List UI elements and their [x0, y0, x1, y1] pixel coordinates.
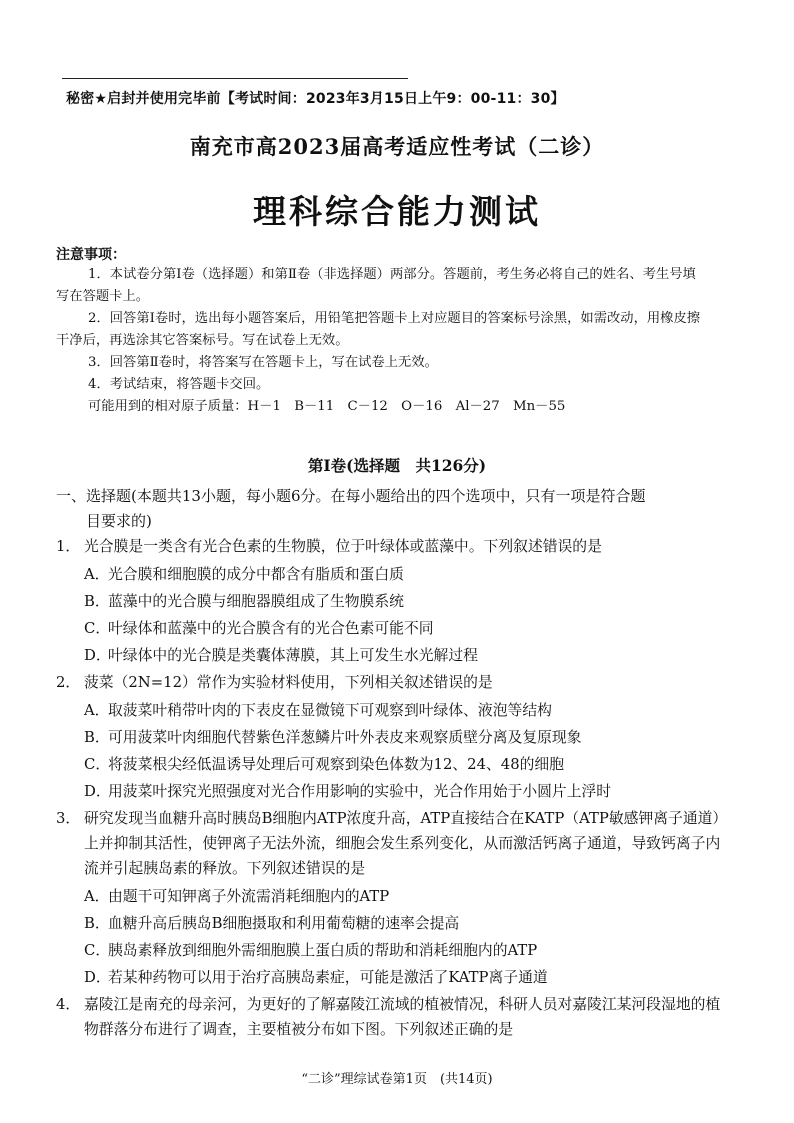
option	[56, 616, 724, 641]
question-stem	[56, 806, 724, 881]
option-text: 血糖升高后胰岛B细胞摄取和利用葡萄糖的速率会提高	[108, 915, 460, 932]
notice-item: 3．回答第Ⅱ卷时，将答案写在答题卡上，写在试卷上无效。	[88, 355, 438, 370]
part-heading	[56, 484, 716, 534]
option-text: 蓝藻中的光合膜与细胞器膜组成了生物膜系统	[108, 593, 404, 610]
question-text: 研究发现当血糖升高时胰岛B细胞内ATP浓度升高，ATP直接结合在KATP（ATP敏感钾离子通道）上并抑制其活性，使钾离子无法外流，细胞会发生系列变化，从而激活钙离子通道，导致钙离子内流并引起胰岛素的释放。下列叙述错误的是	[84, 810, 721, 877]
option-letter: D．	[84, 969, 111, 986]
subject-title: 理科综合能力测试	[253, 192, 541, 231]
question-number: 3．	[56, 810, 81, 827]
part-heading-line: 一、选择题(本题共13小题，每小题6分。在每小题给出的四个选项中，只有一项是符合题	[56, 487, 646, 505]
question-list	[56, 534, 724, 1045]
page-footer: “二诊”理综试卷第1页 (共14页)	[301, 1072, 493, 1087]
option-text: 叶绿体和蓝藻中的光合膜含有的光合色素可能不同	[108, 620, 434, 637]
option-text: 由题干可知钾离子外流需消耗细胞内的ATP	[108, 888, 390, 905]
question-number: 1．	[56, 538, 81, 555]
atomic-masses: 可能用到的相对原子质量：H－1 B－11 C－12 O－16 Al－27 Mn－55	[88, 399, 566, 414]
question-text: 菠菜（2N=12）常作为实验材料使用，下列相关叙述错误的是	[84, 674, 493, 691]
option	[56, 752, 724, 777]
option-letter: C．	[84, 942, 111, 959]
option-text: 叶绿体中的光合膜是类囊体薄膜，其上可发生水光解过程	[108, 647, 478, 664]
option-text: 取菠菜叶稍带叶肉的下表皮在显微镜下可观察到叶绿体、液泡等结构	[108, 702, 552, 719]
option-letter: A．	[84, 566, 110, 583]
notice-item: 1．本试卷分第Ⅰ卷（选择题）和第Ⅱ卷（非选择题）两部分。答题前，考生务必将自己的姓名、考生号填写在答题卡上。	[56, 267, 696, 304]
option	[56, 589, 724, 614]
option	[56, 911, 724, 936]
option-text: 将菠菜根尖经低温诱导处理后可观察到染色体数为12、24、48的细胞	[108, 756, 565, 773]
option-letter: A．	[84, 888, 110, 905]
option	[56, 698, 724, 723]
option-letter: B．	[84, 915, 110, 932]
question-number: 2．	[56, 674, 81, 691]
option-letter: B．	[84, 593, 110, 610]
option	[56, 643, 724, 668]
option	[56, 725, 724, 750]
question-number: 4．	[56, 996, 81, 1013]
option-letter: D．	[84, 783, 111, 800]
option-letter: B．	[84, 729, 110, 746]
option-text: 光合膜和细胞膜的成分中都含有脂质和蛋白质	[108, 566, 404, 583]
option	[56, 884, 724, 909]
question-stem	[56, 992, 724, 1042]
option-letter: C．	[84, 756, 111, 773]
option-letter: A．	[84, 702, 110, 719]
notice-item: 4．考试结束，将答题卡交回。	[88, 377, 270, 392]
question-text: 嘉陵江是南充的母亲河，为更好的了解嘉陵江流域的植被情况，科研人员对嘉陵江某河段湿地的植物群落分布进行了调查，主要植被分布如下图。下列叙述正确的是	[84, 996, 721, 1038]
option	[56, 965, 724, 990]
option-letter: C．	[84, 620, 111, 637]
notice-item: 2．回答第Ⅰ卷时，选出每小题答案后，用铅笔把答题卡上对应题目的答案标号涂黑，如需改动，用橡皮擦干净后，再选涂其它答案标号。写在试卷上无效。	[56, 311, 701, 348]
option-text: 可用菠菜叶肉细胞代替紫色洋葱鳞片叶外表皮来观察质壁分离及复原现象	[108, 729, 582, 746]
section-title: 第Ⅰ卷(选择题 共126分)	[307, 456, 487, 475]
part-heading-line: 目要求的)	[86, 512, 152, 530]
option	[56, 938, 724, 963]
exam-title: 南充市高2023届高考适应性考试（二诊）	[189, 134, 605, 159]
notice-list	[56, 264, 706, 418]
option	[56, 779, 724, 804]
option-text: 若某种药物可以用于治疗高胰岛素症，可能是激活了KATP离子通道	[108, 969, 548, 986]
option	[56, 562, 724, 587]
option-text: 胰岛素释放到细胞外需细胞膜上蛋白质的帮助和消耗细胞内的ATP	[108, 942, 538, 959]
question-stem	[56, 534, 724, 559]
header-rule	[62, 78, 408, 79]
option-text: 用菠菜叶探究光照强度对光合作用影响的实验中，光合作用始于小圆片上浮时	[108, 783, 612, 800]
question-text: 光合膜是一类含有光合色素的生物膜，位于叶绿体或蓝藻中。下列叙述错误的是	[84, 538, 602, 555]
option-letter: D．	[84, 647, 111, 664]
confidential-line: 秘密★启封并使用完毕前【考试时间：2023年3月15日上午9：00-11：30】	[66, 91, 565, 107]
notice-heading: 注意事项：	[56, 247, 126, 263]
question-stem	[56, 670, 724, 695]
